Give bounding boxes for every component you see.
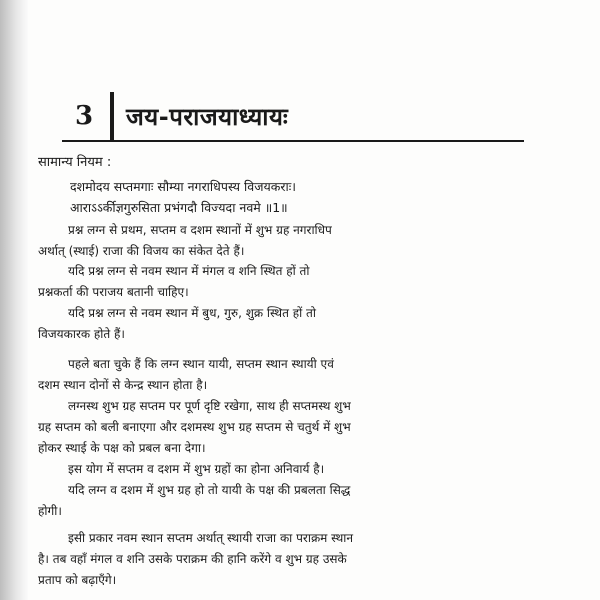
paragraph-line: है। तब वहाँ मंगल व शनि उसके पराक्रम की हानि करेंगे व शुभ ग्रह उसके bbox=[38, 552, 347, 566]
paragraph-line: ग्रह सप्तम को बली बनाएगा और दशमस्थ शुभ ग्रह सप्तम से चतुर्थ में शुभ bbox=[38, 420, 351, 434]
header-vertical-rule bbox=[110, 92, 114, 140]
paragraph-line: होगी। bbox=[38, 504, 62, 518]
paragraph-line: यदि लग्न व दशम में शुभ ग्रह हो तो यायी के पक्ष की प्रबलता सिद्ध bbox=[68, 483, 351, 497]
paragraph-line: अर्थात् (स्थाई) राजा की विजय का संकेत देते हैं। bbox=[38, 244, 245, 258]
paragraph-line: प्रश्न लग्न से प्रथम, सप्तम व दशम स्थानों में शुभ ग्रह नगराधिप bbox=[68, 223, 332, 237]
paragraph-line: यदि प्रश्न लग्न से नवम स्थान में मंगल व शनि स्थित हों तो bbox=[68, 264, 310, 278]
chapter-number: 3 bbox=[74, 101, 94, 131]
paragraph-5 bbox=[38, 396, 528, 459]
paragraph-line: इस योग में सप्तम व दशम में शुभ ग्रहों का होना अनिवार्य है। bbox=[68, 462, 325, 476]
paragraph-1 bbox=[38, 220, 528, 262]
section-subheading: सामान्य नियम : bbox=[38, 155, 112, 170]
paragraph-7 bbox=[38, 480, 528, 522]
paragraph-line: विजयकारक होते हैं। bbox=[38, 327, 125, 341]
paragraph-2 bbox=[38, 261, 528, 303]
page-gutter-shadow bbox=[0, 0, 28, 600]
paragraph-line: लग्नस्थ शुभ ग्रह सप्तम पर पूर्ण दृष्टि रखेगा, साथ ही सप्तमस्थ शुभ bbox=[68, 399, 351, 413]
paragraph-8 bbox=[38, 528, 528, 591]
paragraph-3 bbox=[38, 303, 528, 345]
chapter-header bbox=[62, 92, 288, 140]
paragraph-line: होकर स्थाई के पक्ष को प्रबल बना देगा। bbox=[38, 441, 206, 455]
paragraph-line: यदि प्रश्न लग्न से नवम स्थान में बुध, गुरु, शुक्र स्थित हों तो bbox=[68, 306, 316, 320]
verse-line-1: दशमोदय सप्तमगाः सौम्या नगराधिपस्य विजयकराः। bbox=[70, 179, 296, 194]
paragraph-line: प्रश्नकर्ता की पराजय बतानी चाहिए। bbox=[38, 285, 189, 299]
chapter-title: जय-पराजयाध्यायः bbox=[126, 102, 289, 131]
paragraph-line: पहले बता चुके हैं कि लग्न स्थान यायी, सप्तम स्थान स्थायी एवं bbox=[68, 357, 334, 371]
header-horizontal-rule bbox=[62, 140, 524, 142]
paragraph-6 bbox=[38, 459, 528, 480]
paragraph-4 bbox=[38, 354, 528, 396]
paragraph-line: इसी प्रकार नवम स्थान सप्तम अर्थात् स्थायी राजा का पराक्रम स्थान bbox=[68, 531, 354, 545]
verse-line-2: आराऽऽर्कीज्ञगुरुसिता प्रभंगदौ विज्यदा नवमे ॥1॥ bbox=[70, 200, 288, 215]
paragraph-line: प्रताप को बढ़ाएँगे। bbox=[38, 573, 117, 587]
paragraph-line: दशम स्थान दोनों से केन्द्र स्थान होता है। bbox=[38, 378, 208, 392]
